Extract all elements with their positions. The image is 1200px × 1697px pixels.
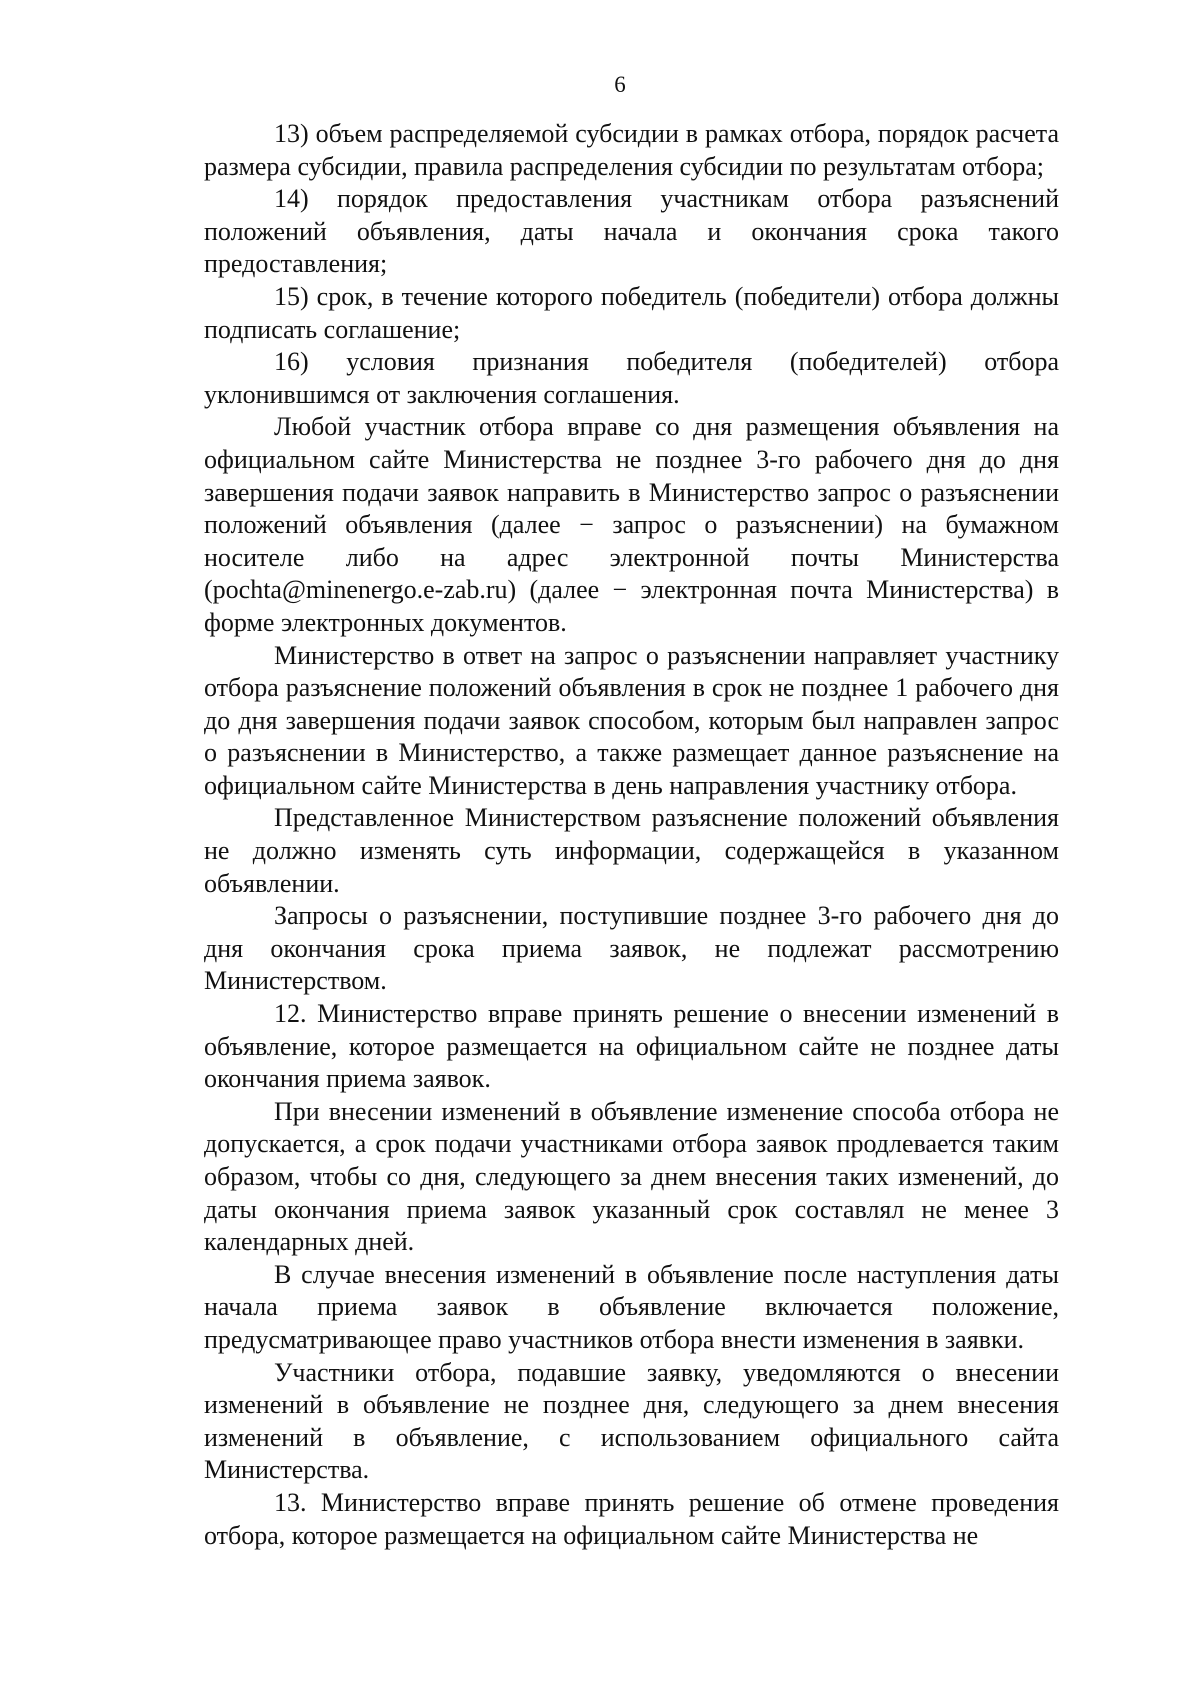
paragraph-section-12: 12. Министерство вправе принять решение о внесении изменений в объявление, которое размещается на официальном сайте не позднее даты окончания приема заявок. (204, 999, 1059, 1094)
paragraph-item-15: 15) срок, в течение которого победитель (победители) отбора должны подписать соглашение; (204, 281, 1059, 344)
paragraph-item-13: 13) объем распределяемой субсидии в рамках отбора, порядок расчета размера субсидии, правила распределения субсидии по результатам отбора; (204, 119, 1059, 181)
document-body (204, 118, 1059, 1552)
paragraph-late-requests: Запросы о разъяснении, поступившие позднее 3-го рабочего дня до дня окончания срока приема заявок, не подлежат рассмотрению Министерством. (204, 901, 1059, 996)
page-number: 6 (614, 72, 626, 97)
paragraph-participants-notified: Участники отбора, подавшие заявку, уведомляются о внесении изменений в объявление не позднее дня, следующего за днем внесения изменений в объявление, с использованием официального сайта Министерства. (204, 1357, 1059, 1485)
paragraph-changes-after-start: В случае внесения изменений в объявление после наступления даты начала приема заявок в объявление включается положение, предусматривающее право участников отбора внести изменения в заявки. (204, 1259, 1059, 1354)
paragraph-changes-terms: При внесении изменений в объявление изменение способа отбора не допускается, а срок подачи участниками отбора заявок продлевается таким образом, чтобы со дня, следующего за днем внесения таких изменений, до даты окончания приема заявок указанный срок составлял не менее 3 календарных дней. (204, 1096, 1059, 1257)
paragraph-clarification-response: Министерство в ответ на запрос о разъяснении направляет участнику отбора разъяснение положений объявления в срок не позднее 1 рабочего дня до дня завершения подачи заявок способом, которым был направлен запрос о разъяснении в Министерство, а также размещает данное разъяснение на официальном сайте Министерства в день направления участнику отбора. (204, 640, 1059, 800)
paragraph-item-16: 16) условия признания победителя (победителей) отбора уклонившимся от заключения соглашения. (204, 347, 1059, 409)
paragraph-clarification-content: Представленное Министерством разъяснение положений объявления не должно изменять суть информации, содержащейся в указанном объявлении. (204, 803, 1059, 898)
paragraph-clarification-request: Любой участник отбора вправе со дня размещения объявления на официальном сайте Министерства не позднее 3-го рабочего дня до дня завершения подачи заявок направить в Министерство запрос о разъяснении положений объявления (далее − запрос о разъяснении) на бумажном носителе либо на адрес электронной почты Министерства (pochta@minenergo.e-zab.ru) (далее − электронная почта Министерства) в форме электронных документов. (204, 412, 1059, 637)
paragraph-item-14: 14) порядок предоставления участникам отбора разъяснений положений объявления, даты начала и окончания срока такого предоставления; (204, 184, 1059, 279)
paragraph-section-13: 13. Министерство вправе принять решение об отмене проведения отбора, которое размещается на официальном сайте Министерства не (204, 1487, 1059, 1550)
